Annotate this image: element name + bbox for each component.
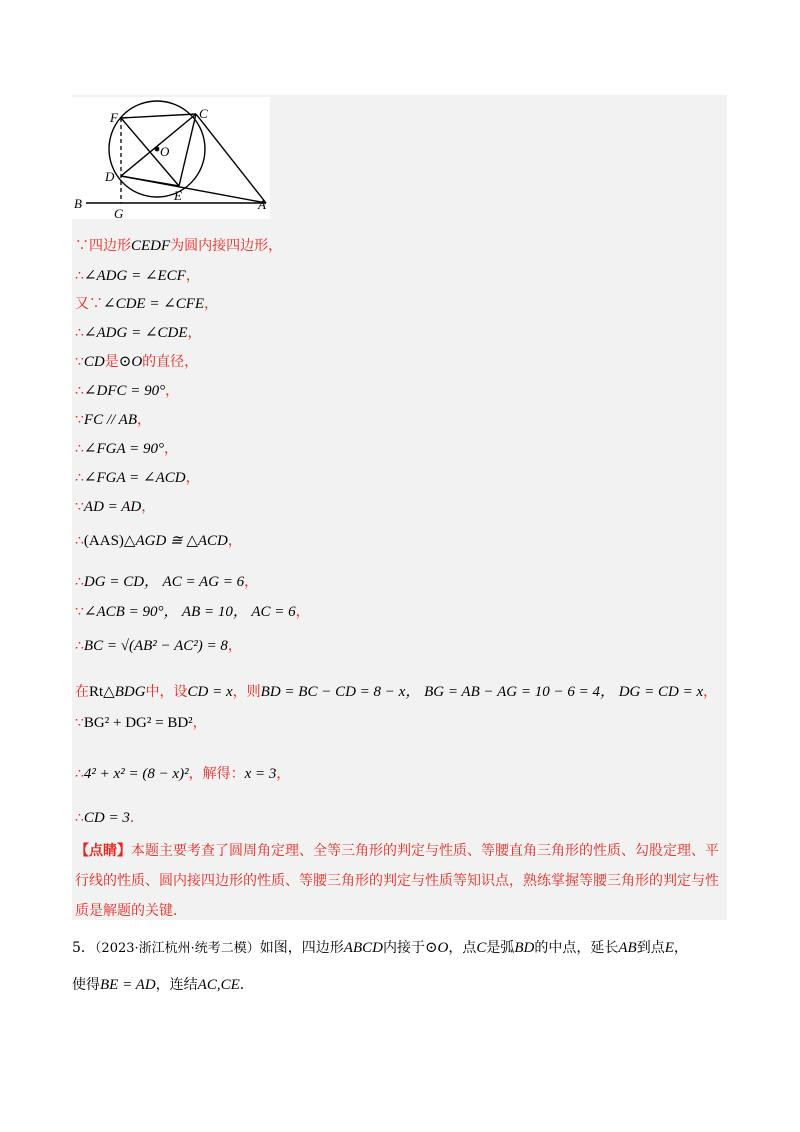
question-5-line-1: 5．（2023·浙江杭州·统考二模）如图，四边形ABCD内接于⊙O，点C是弧BD的中点，延长AB到点E， — [72, 940, 688, 956]
label-e: E — [174, 188, 182, 203]
solution-line-15-mid2: ，则 — [232, 684, 261, 700]
solution-line-6-math: ∠DFC = 90° — [83, 383, 166, 399]
solution-line-3 — [75, 294, 218, 314]
solution-line-13-sym: ∵ — [75, 604, 84, 620]
solution-line-10-sym: ∵ — [75, 499, 84, 515]
solution-line-11 — [75, 531, 242, 551]
question-number: 5． — [72, 940, 95, 956]
solution-line-9-sym: ∴ — [75, 470, 84, 486]
solution-line-8-math: ∠FGA = 90° — [83, 441, 164, 457]
solution-line-15-math3: BD = BC − CD = 8 − x， BG = AB − AG = 10 − 6 = 4， DG = CD = x — [260, 684, 704, 700]
solution-line-7-post: ， — [136, 412, 151, 428]
solution-line-10 — [75, 497, 155, 517]
solution-line-15-plain: Rt△ — [89, 684, 115, 700]
solution-line-8-post: ， — [164, 441, 178, 457]
solution-line-4-post: ， — [187, 325, 202, 341]
solution-line-2-post: ， — [185, 268, 200, 284]
label-b: B — [74, 196, 82, 211]
solution-line-14-post: ， — [227, 638, 242, 654]
label-g: G — [114, 206, 124, 219]
solution-line-13-post: ， — [295, 604, 310, 620]
solution-line-1-pre: 四边形 — [89, 238, 131, 254]
solution-line-7-sym: ∵ — [75, 412, 84, 428]
solution-line-16 — [75, 713, 207, 733]
solution-line-7 — [75, 410, 151, 430]
solution-line-14-sym: ∴ — [75, 638, 84, 654]
label-a: A — [258, 197, 266, 212]
solution-line-18-sym: ∴ — [75, 810, 84, 826]
dianjing-tag: 【点睛】 — [75, 843, 131, 859]
solution-line-16-sym: ∵ — [75, 715, 84, 731]
solution-line-11-sym: ∴ — [75, 533, 84, 549]
solution-line-11-math: △AGD ≅ △ACD — [123, 533, 228, 549]
solution-line-14 — [75, 636, 242, 656]
solution-line-6-sym: ∴ — [75, 383, 84, 399]
solution-line-17-math2: x = 3 — [244, 766, 277, 782]
solution-line-10-math: AD = AD — [83, 499, 142, 515]
solution-line-18-math: CD = 3 — [83, 810, 130, 826]
solution-line-3-sym: 又∵ — [75, 296, 103, 312]
solution-line-15-post: ， — [703, 684, 718, 700]
solution-line-7-math: FC // AB — [83, 412, 137, 428]
solution-line-15-mid: 中，设 — [145, 684, 188, 700]
solution-line-14-math: BC = √(AB² − AC²) = 8 — [83, 638, 228, 654]
solution-line-6-post: ， — [165, 383, 180, 399]
label-o: O — [160, 144, 170, 159]
solution-line-1-sym: ∵ — [75, 238, 89, 254]
solution-line-15-math: BDG — [114, 684, 146, 700]
solution-line-11-plain: (AAS) — [83, 533, 124, 549]
solution-line-16-plain: BG² + DG² = BD² — [83, 715, 193, 731]
solution-line-17-sym: ∴ — [75, 766, 84, 782]
dianjing-text: 本题主要考查了圆周角定理、全等三角形的判定与性质、等腰直角三角形的性质、勾股定理、平行线的性质、圆内接四边形的性质、等腰三角形的判定与性质等知识点，熟练掌握等腰三角形的判定与性质是解题的关键． — [75, 843, 719, 919]
point-o — [155, 147, 160, 152]
solution-line-12-sym: ∴ — [75, 574, 84, 590]
solution-line-2-math: ∠ADG = ∠ECF — [83, 268, 186, 284]
solution-line-17 — [75, 764, 290, 784]
solution-line-9-math: ∠FGA = ∠ACD — [83, 470, 186, 486]
solution-line-2 — [75, 266, 200, 286]
solution-line-18 — [75, 808, 144, 828]
solution-line-15 — [75, 682, 717, 702]
solution-line-11-post: ， — [227, 533, 242, 549]
solution-line-6 — [75, 381, 179, 401]
solution-line-5-sym: ∵ — [75, 354, 84, 370]
solution-line-17-math: 4² + x² = (8 − x)² — [83, 766, 189, 782]
solution-line-1-post: 为圆内接四边形， — [170, 238, 283, 254]
solution-line-17-mid: ，解得： — [188, 766, 245, 782]
solution-line-1-math: CEDF — [131, 238, 171, 254]
label-f: F — [110, 110, 118, 125]
solution-line-8 — [75, 439, 178, 459]
solution-line-1 — [75, 236, 282, 256]
solution-line-5-mid: 是 — [104, 354, 119, 370]
solution-line-15-sym: 在 — [75, 684, 89, 700]
solution-line-5-math2: ⊙O — [118, 354, 143, 370]
label-d: D — [105, 169, 115, 184]
question-source: （2023·浙江杭州·统考二模） — [94, 941, 260, 956]
solution-line-18-post: ． — [129, 810, 144, 826]
solution-line-8-sym: ∴ — [75, 441, 84, 457]
solution-line-3-math: ∠CDE = ∠CFE — [103, 296, 205, 312]
solution-line-10-post: ， — [141, 499, 156, 515]
solution-line-5 — [75, 352, 198, 372]
dianjing-paragraph — [75, 836, 725, 926]
solution-line-13 — [75, 602, 310, 622]
question-5-line-2: 使得BE = AD，连结AC,CE． — [72, 977, 254, 993]
solution-line-12-math: DG = CD， AC = AG = 6 — [83, 574, 245, 590]
solution-line-12 — [75, 572, 258, 592]
solution-line-3-post: ， — [204, 296, 219, 312]
solution-line-4-math: ∠ADG = ∠CDE — [83, 325, 188, 341]
solution-line-5-post: 的直径， — [142, 354, 199, 370]
solution-line-2-sym: ∴ — [75, 268, 84, 284]
solution-line-5-math: CD — [83, 354, 105, 370]
geometry-figure — [72, 97, 270, 219]
solution-line-15-math2: CD = x — [187, 684, 233, 700]
solution-line-9-post: ， — [185, 470, 200, 486]
solution-line-4-sym: ∴ — [75, 325, 84, 341]
solution-line-16-post: ， — [192, 715, 207, 731]
solution-line-4 — [75, 323, 202, 343]
solution-line-9 — [75, 468, 200, 488]
label-c: C — [199, 106, 208, 121]
solution-line-17-post: ， — [276, 766, 291, 782]
solution-line-13-math: ∠ACB = 90°， AB = 10， AC = 6 — [83, 604, 296, 620]
solution-line-12-post: ， — [244, 574, 259, 590]
